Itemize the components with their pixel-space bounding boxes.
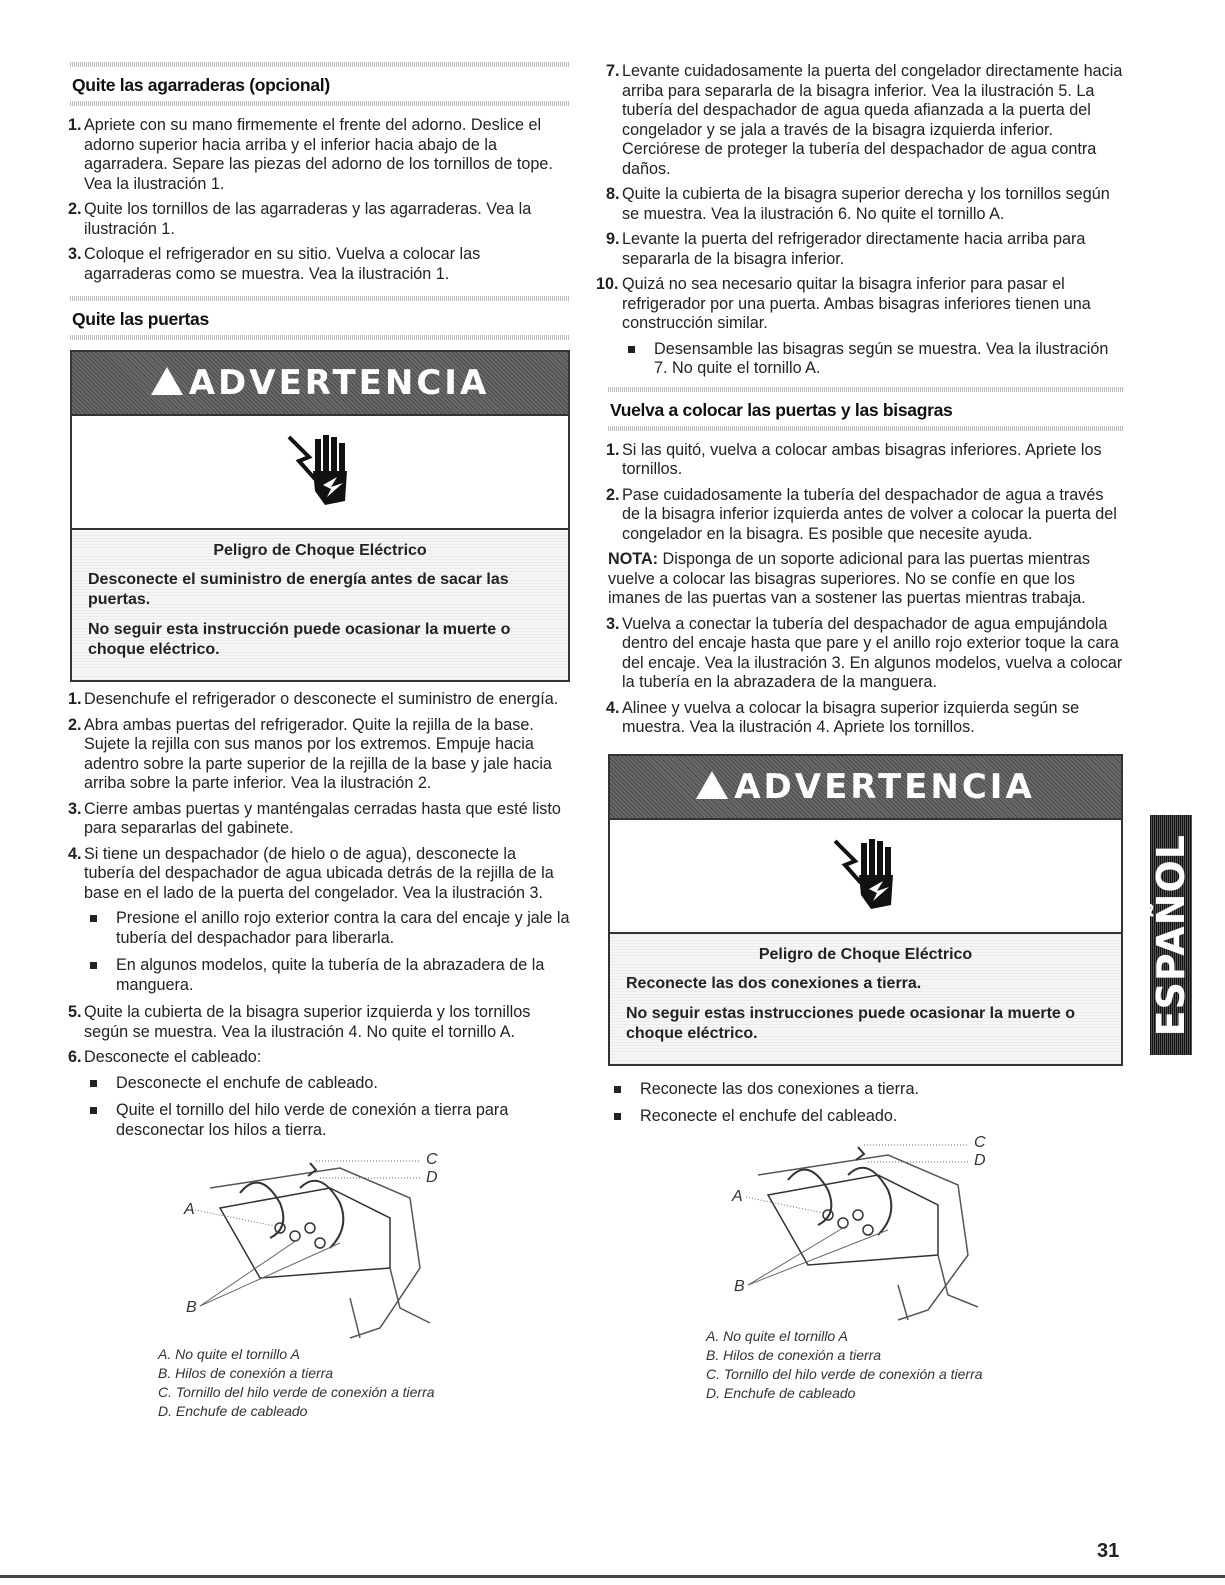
bullet-item: Presione el anillo rojo exterior contra la cara del encaje y jale la tubería del despachador para liberarla. <box>84 909 570 948</box>
caption-line: B. Hilos de conexión a tierra <box>158 1365 334 1381</box>
section-title-handles: Quite las agarraderas (opcional) <box>72 75 330 95</box>
doors-steps-cont <box>596 62 1123 379</box>
bullet-item: Reconecte las dos conexiones a tierra. <box>608 1080 1123 1100</box>
list-item: 2. Abra ambas puertas del refrigerador. Quite la rejilla de la base. Sujete la rejilla con sus manos por los extremos. Empuje hacia adentro sobre la parte superior de la rejilla de la base y jale hacia arriba sobre la parte inferior. Vea la ilustración 2. <box>68 715 552 792</box>
caption-line: C. Tornillo del hilo verde de conexión a tierra <box>158 1384 435 1400</box>
warning-header <box>610 756 1121 820</box>
warning-title: ADVERTENCIA <box>188 363 490 403</box>
caption-line: A. No quite el tornillo A <box>158 1346 300 1362</box>
list-item: 2. Pase cuidadosamente la tubería del despachador de agua a través de la bisagra inferior izquierda antes de volver a colocar la puerta del congelador en la bisagra. Es posible que necesite ayuda. <box>606 485 1117 543</box>
bullet-item: Desconecte el enchufe de cableado. <box>84 1074 570 1094</box>
section-rule <box>70 62 570 67</box>
section-rule <box>70 335 570 340</box>
note-label: NOTA: <box>608 550 659 568</box>
section-rule <box>608 426 1123 431</box>
hinge-illustration <box>150 1148 480 1343</box>
list-item: 4. Alinee y vuelva a colocar la bisagra superior izquierda según se muestra. Vea la ilustración 4. Apriete los tornillos. <box>606 698 1080 736</box>
hinge-illustration <box>718 1135 1018 1325</box>
section-rule <box>70 101 570 106</box>
warning-hazard: Peligro de Choque Eléctrico <box>758 945 973 963</box>
list-item: 3. Cierre ambas puertas y manténgalas cerradas hasta que esté listo para separarlas del gabinete. <box>68 799 561 837</box>
warning-box <box>70 350 570 682</box>
warning-body <box>72 530 568 680</box>
left-column <box>70 62 570 1421</box>
list-item: 5. Quite la cubierta de la bisagra superior izquierda y los tornillos según se muestra. Vea la ilustración 4. No quite el tornillo A. <box>68 1003 531 1041</box>
warning-header <box>72 352 568 416</box>
reinstall-steps-cont <box>608 615 1123 738</box>
bullet-list <box>622 340 1123 379</box>
label-a: A <box>184 1201 195 1218</box>
list-item: 3. Coloque el refrigerador en su sitio. Vuelva a colocar las agarraderas como se muestra. Vea la ilustración 1. <box>68 245 481 283</box>
caption-line: B. Hilos de conexión a tierra <box>706 1346 882 1363</box>
list-item: 10. Quizá no sea necesario quitar la bisagra inferior para pasar el refrigerador por una puerta. Ambas bisagras inferiores tienen una construcción similar. Desensamble las bisagras según se muestra. Vea la ilustración 7. No quite el tornillo A. <box>608 275 1123 379</box>
warning-line: No seguir esta instrucción puede ocasionar la muerte o choque eléctrico. <box>88 621 511 658</box>
label-c: C <box>974 1133 986 1151</box>
label-d: D <box>974 1151 986 1169</box>
warning-triangle-icon <box>151 367 183 395</box>
warning-box <box>608 754 1123 1066</box>
warning-line: No seguir estas instrucciones puede ocasionar la muerte o choque eléctrico. <box>626 1004 1076 1042</box>
figure-captions <box>158 1345 570 1421</box>
warning-triangle-icon <box>696 771 728 799</box>
note-text: Disponga de un soporte adicional para las puertas mientras vuelve a colocar las bisagras superiores. No se confíe en que los imanes de las puertas van a sostener las puertas mientras trabaja. <box>608 550 1090 607</box>
warning-line: Desconecte el suministro de energía antes de sacar las puertas. <box>88 571 509 608</box>
label-b: B <box>734 1277 745 1295</box>
section-rule <box>608 387 1123 392</box>
language-side-tab <box>1150 815 1192 1055</box>
warning-line: Reconecte las dos conexiones a tierra. <box>626 974 922 992</box>
right-column <box>596 62 1123 1403</box>
warning-title: ADVERTENCIA <box>734 766 1035 807</box>
bullet-item: Quite el tornillo del hilo verde de conexión a tierra para desconectar los hilos a tierra. <box>84 1101 570 1140</box>
bullet-item: Reconecte el enchufe del cableado. <box>608 1107 1123 1127</box>
list-item: 1. Si las quitó, vuelva a colocar ambas bisagras inferiores. Apriete los tornillos. <box>606 440 1102 478</box>
reinstall-steps <box>608 441 1123 545</box>
list-item: 8. Quite la cubierta de la bisagra superior derecha y los tornillos según se muestra. Vea la ilustración 6. No quite el tornillo A. <box>606 185 1110 223</box>
section-title-doors: Quite las puertas <box>72 309 209 329</box>
doors-steps <box>70 690 570 1140</box>
caption-line: D. Enchufe de cableado <box>158 1403 308 1419</box>
bullet-list <box>84 909 570 995</box>
figure-captions <box>706 1327 1123 1403</box>
section-rule <box>70 296 570 301</box>
electric-shock-hand-icon <box>72 416 568 530</box>
list-item: 1. Apriete con su mano firmemente el frente del adorno. Deslice el adorno superior hacia arriba y el inferior hacia abajo de la agarradera. Separe las piezas del adorno de los tornillos de tope. Vea la ilustración 1. <box>68 116 553 193</box>
warning-hazard: Peligro de Choque Eléctrico <box>213 542 427 559</box>
warning-body <box>610 934 1121 1064</box>
label-a: A <box>732 1187 743 1205</box>
caption-line: D. Enchufe de cableado <box>706 1384 856 1401</box>
list-item: 6. Desconecte el cableado: Desconecte el enchufe de cableado. Quite el tornillo del hilo verde de conexión a tierra para desconectar los hilos a tierra. <box>70 1048 570 1140</box>
bullet-item: En algunos modelos, quite la tubería de la abrazadera de la manguera. <box>84 956 570 995</box>
note-paragraph <box>608 550 1123 609</box>
page-number: 31 <box>1097 1540 1120 1562</box>
caption-line: A. No quite el tornillo A <box>706 1327 848 1344</box>
caption-line: C. Tornillo del hilo verde de conexión a tierra <box>706 1365 983 1382</box>
list-item: 9. Levante la puerta del refrigerador directamente hacia arriba para separarla de la bisagra inferior. <box>606 230 1086 268</box>
section-title-reinstall: Vuelva a colocar las puertas y las bisagras <box>610 399 953 420</box>
list-item: 4. Si tiene un despachador (de hielo o de agua), desconecte la tubería del despachador de agua ubicada detrás de la rejilla de la base en el lado de la puerta del congelador. Vea la ilustración 3. Presione el anillo rojo exterior contra la cara del encaje y jale la tubería del despachador para liberarla. En algunos modelos, quite la tubería de la abrazadera de la manguera. <box>68 844 570 994</box>
bottom-rule <box>0 1575 1225 1578</box>
label-c: C <box>426 1151 438 1168</box>
bullet-list <box>84 1074 570 1141</box>
list-item: 2. Quite los tornillos de las agarraderas y las agarraderas. Vea la ilustración 1. <box>68 200 532 238</box>
label-d: D <box>426 1169 438 1186</box>
electric-shock-hand-icon <box>610 820 1121 934</box>
bullet-item: Desensamble las bisagras según se muestra. Vea la ilustración 7. No quite el tornillo A. <box>622 340 1123 379</box>
label-b: B <box>186 1299 197 1316</box>
bullet-list <box>608 1080 1123 1127</box>
list-item: 3. Vuelva a conectar la tubería del despachador de agua empujándola dentro del encaje hasta que pare y el anillo rojo exterior toque la cara del encaje. Vea la ilustración 3. En algunos modelos, vuelva a colocar la tubería en la abrazadera de la manguera. <box>606 614 1123 691</box>
language-label: ESPAÑOL <box>1149 833 1193 1037</box>
list-item: 7. Levante cuidadosamente la puerta del congelador directamente hacia arriba para separarla de la bisagra inferior. Vea la ilustración 5. La tubería del despachador de agua queda afianzada a la puerta del congelador y se jala a través de la bisagra izquierda inferior. Cerciórese de proteger la tubería del despachador de agua contra daños. <box>606 62 1123 178</box>
list-item: 1. Desenchufe el refrigerador o desconecte el suministro de energía. <box>68 690 559 708</box>
handles-steps <box>70 116 570 284</box>
